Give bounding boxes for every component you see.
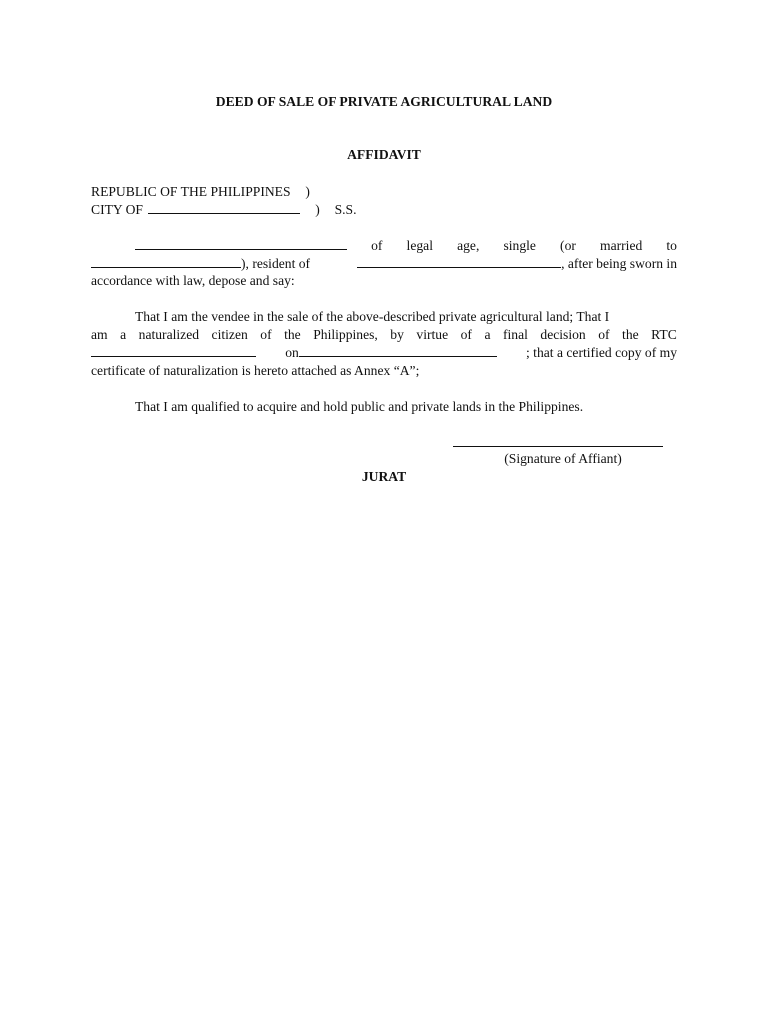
p2-line2-word: virtue <box>416 327 449 342</box>
paragraph3 <box>91 398 583 416</box>
p2-line2-word: the <box>284 327 301 342</box>
paragraph2-line3 <box>91 344 677 362</box>
paragraph2-line4: certificate of naturalization is hereto attached as Annex “A”; <box>91 363 420 378</box>
p2-line2-word: decision <box>540 327 586 342</box>
p1-word: legal <box>406 238 433 253</box>
affidavit-heading: AFFIDAVIT <box>347 147 421 162</box>
p1-after-sworn: , after being sworn in <box>561 256 677 271</box>
p1-resident-of: ), resident of <box>241 256 311 271</box>
p1-word: (or <box>560 238 576 253</box>
venue-ss: S.S. <box>334 202 357 217</box>
p2-on: on <box>285 345 299 360</box>
p2-line2-word: of <box>260 327 272 342</box>
p2-line2-word: the <box>622 327 639 342</box>
p2-line2-word: of <box>598 327 610 342</box>
p3-text: That I am qualified to acquire and hold public and private lands in the Philippines. <box>135 399 584 414</box>
p1-word: married <box>600 238 643 253</box>
paragraph1-line3: accordance with law, depose and say: <box>91 273 295 288</box>
spouse-name-blank[interactable] <box>91 255 241 268</box>
p1-word: age, <box>457 238 480 253</box>
paragraph1-line2 <box>91 255 677 273</box>
p2-line2-word: am <box>91 327 108 342</box>
p2-certified-copy: ; that a certified copy of my <box>526 345 677 360</box>
p2-line2-word: of <box>460 327 472 342</box>
signature-caption: (Signature of Affiant) <box>504 451 622 466</box>
p2-line2-word: citizen <box>211 327 248 342</box>
venue-republic-paren: ) <box>305 184 310 199</box>
p1-word: to <box>666 238 677 253</box>
venue-city-paren: ) <box>315 202 320 217</box>
p2-line2-word: by <box>390 327 404 342</box>
rtc-branch-blank[interactable] <box>91 344 256 357</box>
paragraph2-line2 <box>91 326 677 344</box>
paragraph2-line1 <box>91 308 609 326</box>
decision-date-blank[interactable] <box>299 344 497 357</box>
venue-line-republic <box>91 183 310 201</box>
p1-word: single <box>503 238 536 253</box>
paragraph1-line1 <box>91 237 677 255</box>
venue-line-city <box>91 201 356 219</box>
p2-line2-word: RTC <box>651 327 677 342</box>
signature-line[interactable] <box>453 446 663 447</box>
city-blank[interactable] <box>148 201 300 214</box>
jurat-heading: JURAT <box>361 469 407 484</box>
p2-line2-word: final <box>502 327 528 342</box>
p2-line1-text: That I am the vendee in the sale of the above-described private agricultural land; That I <box>135 309 610 324</box>
p2-line2-word: Philippines, <box>313 327 378 342</box>
affiant-name-blank[interactable] <box>135 237 347 250</box>
p2-line2-word: naturalized <box>138 327 200 342</box>
p2-line2-word: a <box>120 327 127 342</box>
p1-word: of <box>371 238 383 253</box>
venue-city-label: CITY OF <box>91 202 143 217</box>
document-title: DEED OF SALE OF PRIVATE AGRICULTURAL LAND <box>215 94 553 109</box>
p2-line2-word: a <box>484 327 491 342</box>
venue-republic-label: REPUBLIC OF THE PHILIPPINES <box>91 184 291 199</box>
residence-blank[interactable] <box>357 255 561 268</box>
